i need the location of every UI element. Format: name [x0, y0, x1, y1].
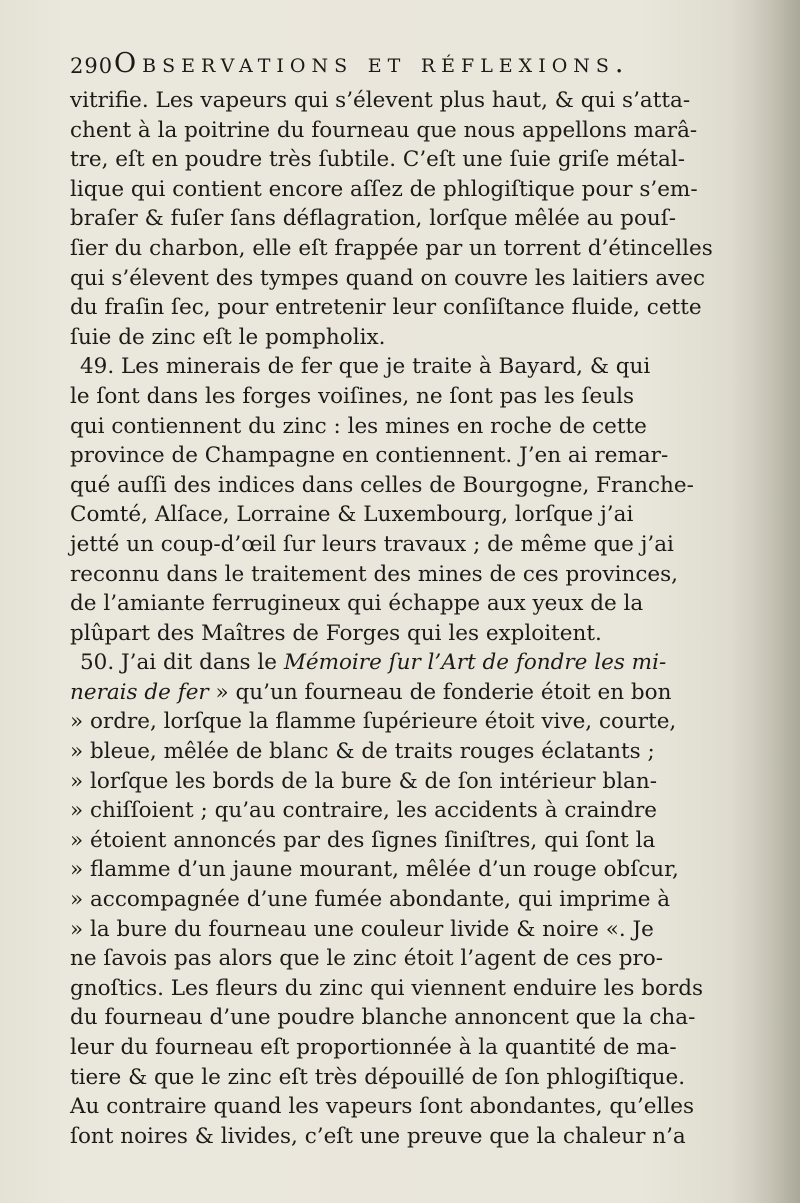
memoire-title-end: nerais de fer	[70, 679, 209, 705]
quoted-line: » accompagnée d’une fumée abondante, qui imprime à	[70, 887, 671, 913]
text-line: tiere & que le zinc eſt très dépouillé de ſon phlogiſtique.	[70, 1064, 686, 1090]
text-line	[70, 678, 690, 708]
text-line: ne ſavois pas alors que le zinc étoit l’agent de ces pro-	[70, 946, 663, 972]
text-line: qui contiennent du zinc : les mines en roche de cette	[70, 413, 647, 439]
text-line: vitrifie. Les vapeurs qui s’élevent plus haut, & qui s’atta-	[70, 88, 691, 113]
text-line: ſier du charbon, elle eſt frappée par un torrent d’étincelles	[70, 235, 713, 261]
text-line: du fraſin ſec, pour entretenir leur conſiſtance fluide, cette	[70, 295, 702, 321]
page-number: 290	[70, 54, 114, 78]
running-title: Observations et réflexions.	[114, 48, 630, 79]
text-line: gnoſtics. Les fleurs du zinc qui viennent enduire les bords	[70, 975, 704, 1001]
quoted-line: » ordre, lorſque la flamme ſupérieure étoit vive, courte,	[70, 709, 677, 735]
text-line: chent à la poitrine du fourneau que nous appellons marâ-	[70, 117, 698, 143]
text-line: plûpart des Maîtres de Forges qui les exploitent.	[70, 620, 602, 646]
page-edge-shadow	[730, 0, 800, 1203]
text-line: braſer & fuſer ſans déflagration, lorſque mêlée au pouſ-	[70, 206, 676, 232]
text-segment: 50. J’ai dit dans le	[80, 650, 284, 676]
quoted-line: » chiſſoient ; qu’au contraire, les accidents à craindre	[70, 798, 658, 824]
body-text	[70, 86, 713, 1151]
text-line: ſuie de zinc eſt le pompholix.	[70, 324, 386, 350]
text-line: Au contraire quand les vapeurs ſont abondantes, qu’elles	[70, 1094, 695, 1120]
text-line: province de Champagne en contiennent. J’en ai remar-	[70, 443, 669, 469]
text-line: du fourneau d’une poudre blanche annoncent que la cha-	[70, 1005, 696, 1031]
text-line: ſont noires & livides, c’eſt une preuve que la chaleur n’a	[70, 1123, 686, 1149]
paragraph-50-start	[70, 648, 690, 678]
text-line: de l’amiante ferrugineux qui échappe aux yeux de la	[70, 591, 644, 617]
text-line: le ſont dans les forges voiſines, ne ſont pas les ſeuls	[70, 383, 635, 409]
text-line: leur du fourneau eſt proportionnée à la quantité de ma-	[70, 1035, 677, 1060]
quoted-line: » lorſque les bords de la bure & de ſon intérieur blan-	[70, 768, 657, 794]
text-line: lique qui contient encore aſſez de phlogiſtique pour s’em-	[70, 176, 698, 202]
text-line: qui s’élevent des tympes quand on couvre les laitiers avec	[70, 265, 706, 291]
text-line: tre, eſt en poudre très ſubtile. C’eſt une ſuie griſe métal-	[70, 147, 685, 173]
quoted-line: » bleue, mêlée de blanc & de traits rouges éclatants ;	[70, 739, 655, 765]
text-line: reconnu dans le traitement des mines de ces provinces,	[70, 561, 678, 587]
memoire-title: Mémoire ſur l’Art de fondre les mi-	[283, 650, 667, 676]
page-header	[70, 44, 690, 84]
text-line: Comté, Alſace, Lorraine & Luxembourg, lorſque j’ai	[70, 502, 634, 528]
text-segment: » qu’un fourneau de fonderie étoit en bon	[208, 679, 672, 705]
quoted-line: » flamme d’un jaune mourant, mêlée d’un rouge obſcur,	[70, 857, 679, 883]
text-line: jetté un coup-d’œil ſur leurs travaux ; de même que j’ai	[70, 531, 674, 557]
paragraph-49-start: 49. Les minerais de fer que je traite à Bayard, & qui	[80, 354, 651, 380]
text-line: qué auſſi des indices dans celles de Bourgogne, Franche-	[70, 472, 694, 498]
quoted-line: » étoient annoncés par des ſignes ſiniſtres, qui ſont la	[70, 827, 656, 853]
quoted-line: » la bure du fourneau une couleur livide & noire «. Je	[70, 916, 654, 942]
